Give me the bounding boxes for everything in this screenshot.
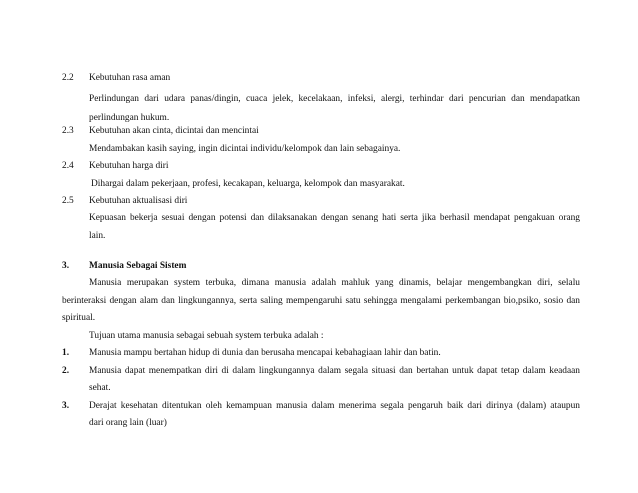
section-number: 2.2 <box>62 73 74 83</box>
section-heading: Kebutuhan rasa aman <box>89 73 171 83</box>
paragraph-line: spiritual. <box>62 313 96 323</box>
section-number: 2.5 <box>62 196 74 206</box>
section-text: perlindungan hukum. <box>89 113 170 123</box>
section-text: Mendambakan kasih saying, ingin dicintai individu/kelompok dan lain sebagainya. <box>89 144 401 154</box>
list-intro: Tujuan utama manusia sebagai sebuah system terbuka adalah : <box>89 331 324 341</box>
section-heading: Manusia Sebagai Sistem <box>89 261 187 271</box>
section-heading: Kebutuhan harga diri <box>89 161 169 171</box>
section-text: Kepuasan bekerja sesuai dengan potensi dan dilaksanakan dengan senang hati serta jika berhasil mendapat pengakuan orang <box>89 213 580 223</box>
section-number: 2.4 <box>62 161 74 171</box>
section-text: Dihargai dalam pekerjaan, profesi, kecakapan, keluarga, kelompok dan masyarakat. <box>91 179 405 189</box>
list-item-number: 1. <box>62 348 70 358</box>
list-item-text: sehat. <box>89 383 111 393</box>
section-heading: Kebutuhan aktualisasi diri <box>89 196 188 206</box>
list-item-text: Derajat kesehatan ditentukan oleh kemampuan manusia dalam menerima segala pengaruh baik dari dirinya (dalam) ataupun <box>89 401 580 411</box>
section-number: 3. <box>62 261 70 271</box>
section-text: lain. <box>89 231 106 241</box>
list-item-text: Manusia mampu bertahan hidup di dunia dan berusaha mencapai kebahagiaan lahir dan batin. <box>89 348 441 358</box>
list-item-text: Manusia dapat menempatkan diri di dalam lingkungannya dalam segala situasi dan bertahan untuk dapat tetap dalam keadaan <box>89 366 580 376</box>
section-text: Perlindungan dari udara panas/dingin, cuaca jelek, kecelakaan, infeksi, alergi, terhindar dari pencurian dan mendapatkan <box>89 94 580 104</box>
list-item-number: 3. <box>62 401 70 411</box>
section-heading: Kebutuhan akan cinta, dicintai dan mencintai <box>89 126 259 136</box>
paragraph-line: Manusia merupakan system terbuka, dimana manusia adalah mahluk yang dinamis, belajar mengembangkan diri, selalu <box>89 278 580 288</box>
list-item-number: 2. <box>62 366 70 376</box>
list-item-text: dari orang lain (luar) <box>89 418 167 428</box>
section-number: 2.3 <box>62 126 74 136</box>
paragraph-line: berinteraksi dengan alam dan lingkungannya, serta saling mempengaruhi satu sehingga mengalami perkembangan bio,psiko, sosio dan <box>62 296 580 306</box>
